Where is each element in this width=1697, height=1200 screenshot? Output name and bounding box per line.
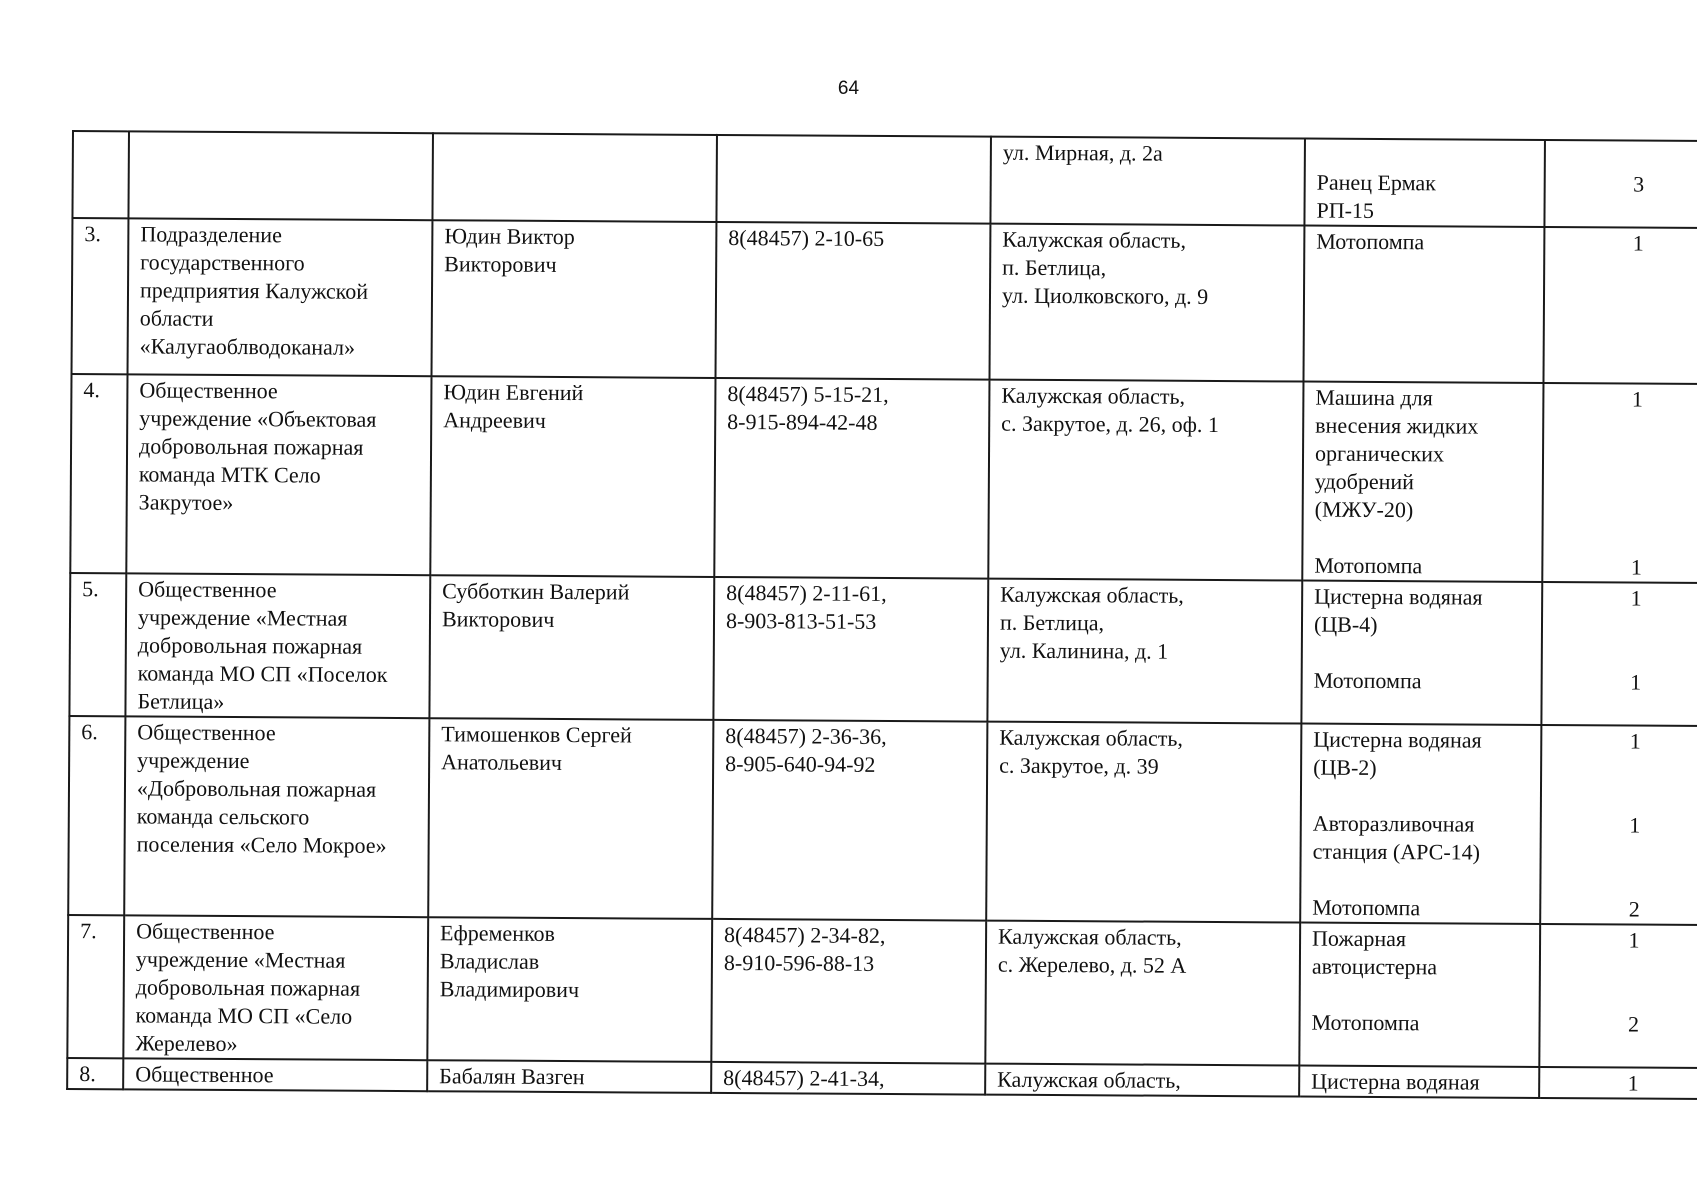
- cell-address: [985, 1064, 1299, 1097]
- cell-equipment-line: Мотопомпа: [1313, 667, 1422, 694]
- cell-equipment-line: станция (АРС-14): [1312, 838, 1481, 865]
- cell-organization-line: предприятия Калужской: [139, 277, 369, 304]
- cell-number: [72, 218, 129, 374]
- cell-number: [67, 1058, 123, 1089]
- cell-quantity: [1541, 582, 1697, 726]
- cell-quantity: [1539, 1067, 1697, 1099]
- brigades-table: [66, 130, 1697, 1100]
- cell-contact-person: [430, 376, 715, 577]
- table-row: [68, 716, 1697, 925]
- cell-equipment-line: (ЦВ-4): [1313, 611, 1378, 637]
- table-row: [72, 131, 1697, 228]
- cell-contact-person: [427, 917, 712, 1062]
- cell-quantity-line: [1552, 867, 1697, 896]
- cell-address-line: Калужская область,: [1002, 226, 1187, 253]
- cell-phone-line: 8(48457) 2-11-61,: [726, 580, 887, 606]
- cell-equipment-line: органических: [1314, 440, 1445, 467]
- cell-organization-line: области: [139, 305, 214, 331]
- cell-quantity-line: 1: [1630, 669, 1642, 695]
- cell-equipment: [1303, 226, 1544, 383]
- cell-address-line: с. Закрутое, д. 39: [999, 752, 1159, 779]
- cell-organization: [128, 218, 433, 376]
- cell-equipment-line: Авторазливочная: [1312, 810, 1475, 837]
- cell-equipment-line: (ЦВ-2): [1313, 754, 1377, 780]
- cell-contact-person-line: Владислав: [439, 948, 540, 974]
- cell-contact-person-line: Бабалян Вазген: [439, 1063, 585, 1090]
- cell-organization-line: учреждение «Местная: [135, 946, 346, 973]
- cell-quantity: [1543, 227, 1697, 384]
- cell-equipment-line: Мотопомпа: [1312, 894, 1421, 921]
- cell-organization-line: учреждение: [137, 747, 250, 774]
- cell-phone: [711, 1062, 985, 1095]
- cell-organization-line: Закрутое»: [138, 489, 234, 515]
- cell-address: [988, 380, 1303, 581]
- cell-quantity: [1542, 383, 1697, 583]
- cell-number: [69, 573, 126, 716]
- cell-quantity-line: 1: [1632, 230, 1644, 256]
- cell-organization: [123, 1058, 427, 1091]
- cell-phone: [713, 577, 988, 722]
- cell-organization-line: Бетлица»: [137, 688, 225, 714]
- cell-contact-person: [432, 133, 717, 222]
- cell-organization-line: команда сельского: [136, 803, 310, 830]
- cell-equipment-line: Цистерна водяная: [1314, 583, 1483, 610]
- cell-quantity-line: [1554, 525, 1697, 554]
- cell-phone-line: 8-915-894-42-48: [727, 409, 878, 435]
- cell-organization: [125, 573, 430, 718]
- cell-contact-person-line: Ефременков: [440, 920, 556, 946]
- cell-equipment: [1300, 724, 1541, 924]
- cell-address: [990, 137, 1305, 226]
- cell-address-line: Калужская область,: [1000, 581, 1184, 608]
- cell-organization-line: государственного: [140, 249, 305, 276]
- cell-organization: [123, 915, 428, 1060]
- cell-organization-line: Общественное: [135, 1061, 274, 1088]
- cell-address-line: п. Бетлица,: [999, 609, 1105, 636]
- cell-address-line: с. Жерелево, д. 52 А: [997, 951, 1187, 978]
- cell-quantity-line: [1552, 982, 1697, 1011]
- cell-organization-line: команда МО СП «Село: [135, 1002, 353, 1029]
- cell-number-text: 3.: [84, 221, 101, 247]
- cell-phone-line: 8-910-596-88-13: [723, 949, 875, 976]
- cell-quantity-line: [1557, 142, 1697, 171]
- cell-address: [987, 579, 1302, 724]
- cell-quantity-line: [1553, 755, 1697, 784]
- cell-quantity: [1539, 924, 1697, 1068]
- cell-organization-line: добровольная пожарная: [138, 433, 364, 460]
- cell-quantity-line: [1554, 612, 1697, 641]
- cell-equipment: [1302, 382, 1543, 582]
- cell-quantity-line: 1: [1630, 554, 1642, 580]
- table-row: [69, 573, 1697, 726]
- cell-quantity-line: 2: [1627, 1011, 1640, 1037]
- cell-equipment-line: Цистерна водяная: [1311, 1068, 1480, 1095]
- cell-phone-line: 8(48457) 5-15-21,: [727, 381, 889, 407]
- cell-phone: [716, 135, 991, 224]
- cell-organization: [128, 131, 433, 220]
- cell-contact-person-line: Юдин Евгений: [443, 379, 584, 406]
- cell-address-line: ул. Мирная, д. 2а: [1002, 139, 1163, 166]
- cell-organization: [124, 716, 429, 917]
- cell-number-text: 7.: [80, 918, 97, 944]
- cell-organization-line: команда МО СП «Поселок: [137, 660, 388, 687]
- cell-organization-line: Общественное: [139, 377, 278, 404]
- cell-contact-person-line: Владимирович: [439, 976, 580, 1003]
- cell-address: [986, 722, 1301, 923]
- table-row: [67, 915, 1697, 1068]
- cell-address-line: Калужская область,: [1001, 382, 1186, 409]
- cell-phone: [715, 222, 990, 380]
- cell-quantity-line: 1: [1630, 585, 1642, 611]
- cell-organization-line: добровольная пожарная: [135, 974, 361, 1001]
- cell-phone: [712, 720, 987, 921]
- cell-phone-line: 8(48457) 2-34-82,: [724, 921, 886, 948]
- cell-equipment-line: Мотопомпа: [1316, 228, 1425, 255]
- cell-organization-line: Жерелево»: [135, 1030, 238, 1057]
- cell-contact-person-line: Андреевич: [443, 407, 546, 433]
- cell-quantity-line: [1555, 469, 1697, 498]
- cell-organization: [126, 374, 431, 575]
- cell-organization-line: учреждение «Объектовая: [139, 405, 377, 432]
- cell-address-line: Калужская область,: [999, 724, 1184, 751]
- table-row: [70, 374, 1697, 583]
- cell-number-text: 4.: [83, 377, 100, 403]
- cell-organization-line: «Калугаоблводоканал»: [139, 333, 356, 360]
- cell-address-line: ул. Калинина, д. 1: [999, 637, 1169, 664]
- cell-equipment: [1301, 581, 1542, 725]
- table-row: [72, 218, 1697, 384]
- cell-quantity-line: 1: [1628, 927, 1640, 953]
- cell-equipment-line: [1314, 524, 1532, 553]
- cell-quantity-line: [1553, 783, 1697, 812]
- cell-quantity: [1544, 140, 1697, 228]
- cell-quantity-line: [1555, 441, 1697, 470]
- cell-quantity-line: 1: [1629, 728, 1641, 754]
- cell-equipment-line: РП-15: [1316, 197, 1375, 223]
- cell-equipment-line: Ранец Ермак: [1316, 169, 1436, 196]
- cell-quantity-line: [1552, 954, 1697, 983]
- cell-quantity: [1540, 725, 1697, 925]
- cell-equipment-line: (МЖУ-20): [1314, 496, 1414, 523]
- cell-address-line: ул. Циолковского, д. 9: [1001, 282, 1209, 309]
- cell-quantity-line: 3: [1633, 171, 1645, 197]
- cell-phone-line: 8(48457) 2-36-36,: [725, 723, 887, 749]
- cell-contact-person: [429, 575, 714, 720]
- cell-address-line: Калужская область,: [998, 923, 1182, 950]
- cell-address: [989, 224, 1304, 382]
- cell-equipment-line: Машина для: [1315, 384, 1433, 411]
- cell-equipment-line: [1313, 782, 1531, 811]
- cell-organization-line: Общественное: [137, 719, 276, 746]
- cell-organization-line: Общественное: [138, 576, 277, 603]
- cell-equipment-line: внесения жидких: [1315, 412, 1479, 439]
- cell-address-line: с. Закрутое, д. 26, оф. 1: [1001, 410, 1220, 438]
- cell-phone-line: 8-905-640-94-92: [725, 751, 876, 777]
- cell-organization-line: «Добровольная пожарная: [136, 775, 377, 802]
- cell-equipment: [1304, 139, 1545, 227]
- cell-phone: [711, 919, 986, 1064]
- cell-contact-person-line: Викторович: [444, 251, 557, 277]
- cell-number-text: 6.: [81, 719, 98, 745]
- cell-address-line: п. Бетлица,: [1002, 254, 1107, 281]
- cell-organization-line: Подразделение: [140, 221, 282, 248]
- cell-organization-line: добровольная пожарная: [137, 632, 363, 659]
- cell-phone-line: 8-903-813-51-53: [725, 608, 877, 634]
- cell-address: [985, 921, 1300, 1066]
- cell-number-text: 5.: [82, 576, 99, 602]
- cell-quantity-line: [1555, 413, 1697, 442]
- cell-equipment: [1299, 1066, 1539, 1098]
- cell-quantity-line: [1555, 497, 1697, 526]
- cell-phone-line: 8(48457) 2-10-65: [728, 225, 885, 251]
- cell-contact-person: [432, 220, 717, 378]
- cell-equipment-line: [1312, 866, 1530, 895]
- cell-equipment-line: [1312, 981, 1530, 1010]
- cell-contact-person: [427, 1060, 711, 1093]
- cell-equipment-line: [1314, 639, 1532, 668]
- cell-contact-person: [428, 718, 713, 919]
- cell-organization-line: Общественное: [136, 918, 275, 945]
- cell-organization-line: поселения «Село Мокрое»: [136, 831, 387, 858]
- cell-contact-person-line: Субботкин Валерий: [442, 578, 630, 605]
- cell-number: [72, 131, 129, 218]
- cell-quantity-line: 2: [1628, 896, 1640, 922]
- cell-number: [70, 374, 127, 573]
- cell-organization-line: учреждение «Местная: [137, 604, 348, 631]
- cell-contact-person-line: Юдин Виктор: [444, 223, 575, 250]
- cell-quantity-line: 1: [1627, 1070, 1639, 1096]
- cell-equipment-line: Мотопомпа: [1314, 552, 1423, 579]
- cell-number: [67, 915, 124, 1058]
- cell-equipment-line: удобрений: [1314, 468, 1415, 495]
- cell-contact-person-line: Викторович: [441, 606, 555, 632]
- cell-phone-line: 8(48457) 2-41-34,: [723, 1064, 885, 1091]
- cell-contact-person-line: Тимошенков Сергей: [441, 721, 632, 748]
- cell-number: [68, 716, 125, 915]
- cell-quantity-line: 1: [1629, 812, 1641, 838]
- cell-phone: [714, 378, 989, 579]
- cell-quantity-line: 1: [1631, 386, 1643, 412]
- cell-address-line: Калужская область,: [997, 1066, 1181, 1093]
- page-number: 64: [837, 78, 860, 99]
- cell-number-text: 8.: [79, 1061, 96, 1087]
- cell-equipment-line: [1317, 141, 1535, 170]
- cell-equipment-line: Цистерна водяная: [1313, 726, 1482, 753]
- cell-organization-line: команда МТК Село: [138, 461, 321, 488]
- table-body: [67, 131, 1697, 1099]
- cell-contact-person-line: Анатольевич: [441, 749, 563, 776]
- cell-quantity-line: [1554, 640, 1697, 669]
- cell-equipment: [1299, 923, 1540, 1067]
- cell-equipment-line: Пожарная: [1312, 925, 1407, 952]
- cell-quantity-line: [1553, 839, 1697, 868]
- cell-equipment-line: Мотопомпа: [1311, 1009, 1420, 1036]
- cell-equipment-line: автоцистерна: [1311, 953, 1438, 980]
